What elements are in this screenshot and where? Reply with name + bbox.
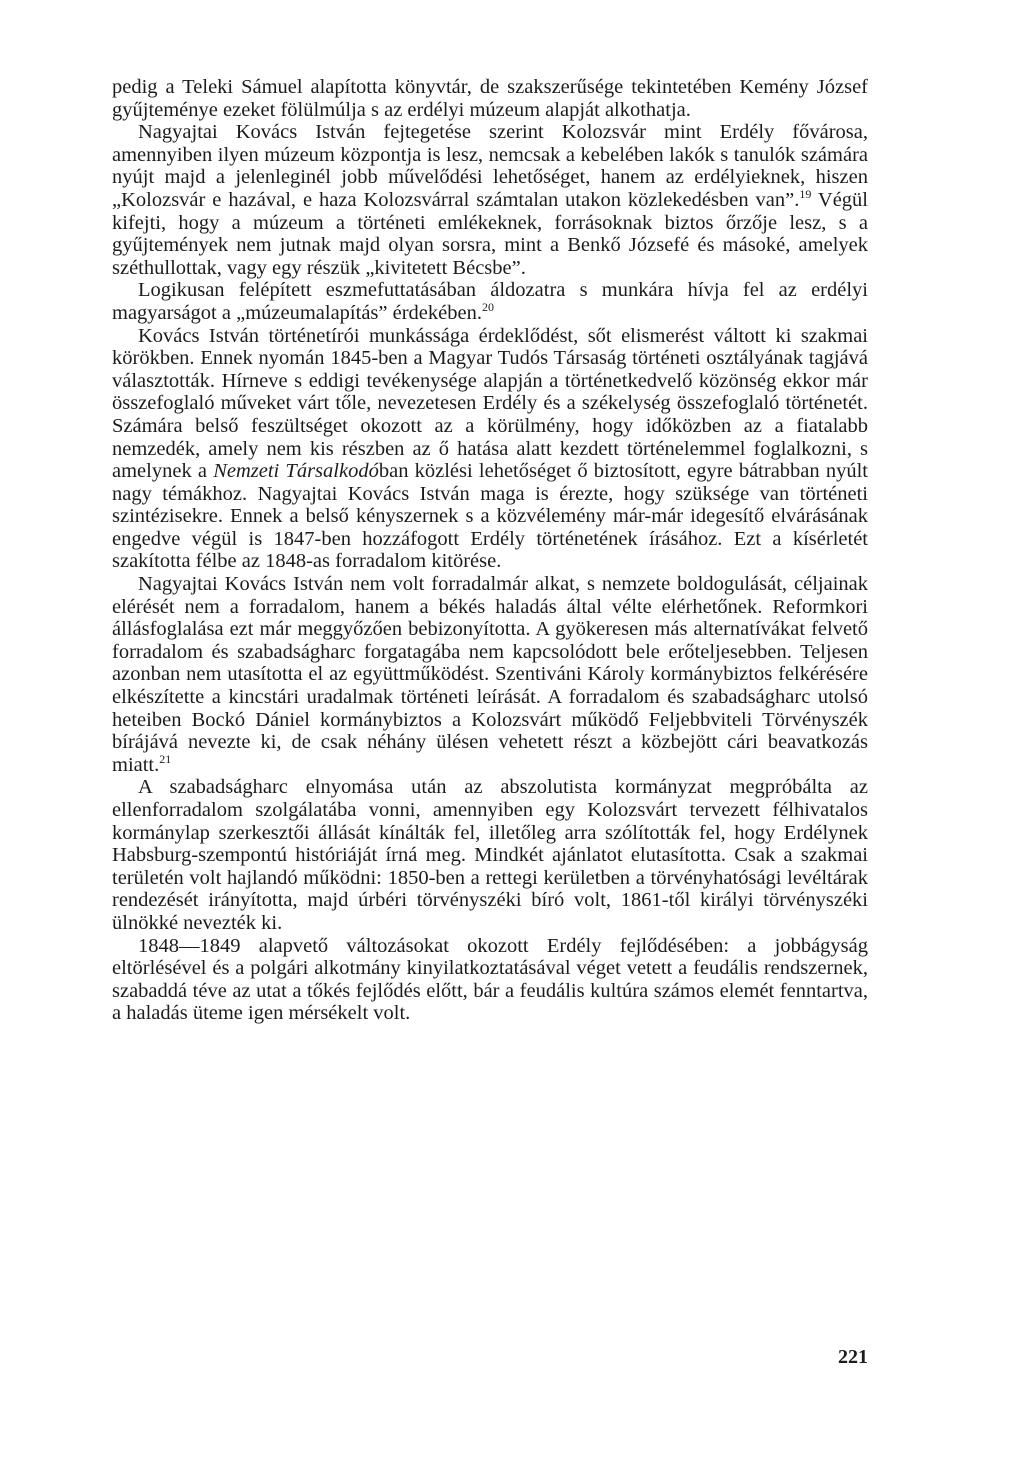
paragraph-4-text: Kovács István történetírói munkássága érdeklődést, sőt elismerést váltott ki szakmai körökben. Ennek nyomán 1845-ben a Magyar Tudós Társaság történeti osztályának tagjává választották. Hírneve s eddigi tevékenysége alapján a történetkedvelő közönség ekkor már összefoglaló műveket várt tőle, nevezetesen Erdély és a székelység összefoglaló történetét. Számára belső feszültséget okozott az a körülmény, hogy időközben az a fiatalabb nemzedék, amely nem kis részben az ő hatása alatt kezdett történelemmel foglalkozni, s amelynek a bbox=[112, 324, 868, 483]
paragraph-1: pedig a Teleki Sámuel alapította könyvtár, de szakszerűsége tekintetében Kemény József gyűjteménye ezeket fölülmúlja s az erdélyi múzeum alapját alkothatja. bbox=[112, 76, 868, 121]
paragraph-6: A szabadságharc elnyomása után az abszolutista kormányzat megpróbálta az ellenforradalom szolgálatába vonni, amennyiben egy Kolozsvárt tervezett félhivatalos kormánylap szerkesztői állását kínálták fel, illetőleg arra szólították fel, hogy Erdélynek Habsburg-szempontú históriáját írná meg. Mindkét ajánlatot elutasította. Csak a szakmai területén volt hajlandó működni: 1850-ben a rettegi kerületben a törvényhatósági levéltárak rendezését irányította, majd úrbéri törvényszéki bíró volt, 1861-től királyi törvényszéki ülnökké nevezték ki. bbox=[112, 776, 868, 934]
footnote-ref-21: 21 bbox=[159, 751, 172, 766]
paragraph-2-text-continued: Végül kifejti, hogy a múzeum a történeti emlékeknek, forrásoknak biztos őrzője lesz, s a gyűjtemények nem jutnak majd olyan sorsra, mint a Benkő Józsefé és másoké, amelyek széthullottak, vagy egy részük „kivitetett Bécsbe”. bbox=[112, 188, 868, 279]
periodical-title: Nemzeti Társalkodó bbox=[213, 460, 379, 483]
paragraph-2-text: Nagyajtai Kovács István fejtegetése szerint Kolozsvár mint Erdély fővárosa, amennyiben ilyen múzeum központja is lesz, nemcsak a kebelében lakók s tanulók számára nyújt majd a jelenleginél jobb művelődési lehetőséget, hanem az erdélyieknek, hiszen „Kolozsvár e hazával, e haza Kolozsvárral számtalan utakon közlekedésben van”. bbox=[112, 121, 868, 211]
page-number: 221 bbox=[838, 1346, 868, 1368]
page-body bbox=[112, 76, 868, 1025]
paragraph-3 bbox=[112, 279, 868, 324]
paragraph-3-text: Logikusan felépített eszmefuttatásában áldozatra s munkára hívja fel az erdélyi magyarságot a „múzeumalapítás” érdekében. bbox=[112, 279, 868, 324]
paragraph-7: 1848—1849 alapvető változásokat okozott Erdély fejlődésében: a jobbágyság eltörlésével és a polgári alkotmány kinyilatkoztatásával véget vetett a feudális rendszernek, szabaddá téve az utat a tőkés fejlődés előtt, bár a feudális kultúra számos elemét fenntartva, a haladás üteme igen mérsékelt volt. bbox=[112, 934, 868, 1025]
paragraph-4 bbox=[112, 325, 868, 574]
footnote-ref-19: 19 bbox=[799, 187, 812, 202]
paragraph-5 bbox=[112, 573, 868, 776]
paragraph-2 bbox=[112, 121, 868, 279]
footnote-ref-20: 20 bbox=[481, 300, 494, 315]
paragraph-5-text: Nagyajtai Kovács István nem volt forradalmár alkat, s nemzete boldogulását, céljainak elérését nem a forradalom, hanem a békés haladás által vélte elérhetőnek. Reformkori állásfoglalása ezt már meggyőzően bebizonyította. A gyökeresen más alternatívákat felvető forradalom és szabadságharc forgatagába nem kapcsolódott bele erőteljesebben. Teljesen azonban nem utasította el az együttműködést. Szentiváni Károly kormánybiztos felkérésére elkészítette a kincstári uradalmak történeti leírását. A forradalom és szabadságharc utolsó heteiben Bockó Dániel kormánybiztos a Kolozsvárt működő Feljebbviteli Törvényszék bírájává nevezte ki, de csak néhány ülésen vehetett részt a közbejött cári beavatkozás miatt. bbox=[112, 573, 868, 776]
paragraph-4-text-continued: ban közlési lehetőséget ő biztosított, egyre bátrabban nyúlt nagy témákhoz. Nagyajtai Kovács István maga is érezte, hogy szüksége van történeti szintézisekre. Ennek a belső kényszernek s a közvélemény már-már idegesítő elvárásának engedve végül is 1847-ben hozzáfogott Erdély történetének írásához. Ezt a kísérletét szakította félbe az 1848-as forradalom kitörése. bbox=[112, 460, 868, 573]
